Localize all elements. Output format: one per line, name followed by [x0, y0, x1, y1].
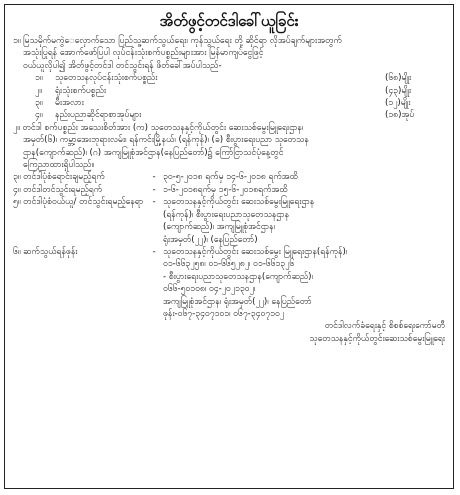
intro-line: ၁။ မြသမိုက်မ‌ကွဲေလှောက်သော ပြည်သူ့ဆက်သွယ်ရေး၊ ကုန်သွယ်ရေး တို့ ဆိုင်ရာ လိုအပ်ချက်များအတွက် [13, 36, 342, 46]
list-item [35, 97, 445, 109]
item-number: ၃။ [35, 98, 43, 109]
info-label: ၆။ ဆက်သွယ်ရန်ဖုန်း [13, 246, 78, 257]
info-value: ဖုန်း-၀၆၇-၃၄၀၇၁၀၁၊ ၀၆၇-၃၄၀၇၁၀၂ [163, 308, 285, 319]
signature-department: သုတေသနနှင့်ကိုယ်တွင်းဆေးသစ်မွေးမြူရေး [309, 333, 445, 344]
info-label: ၅။ တင်ဒါပုံစံဝယ်ယူ/ တင်သွင်းရမည့်နေရာ [13, 197, 144, 208]
info-value: ၁-၆-၂၀၁၈ရက်မှ ၁၅-၆-၂၀၁၈ရက်အထိ [163, 184, 288, 195]
info-contact-phone: ၆။ ဆက်သွယ်ရန်ဖုန်း - သုတေသနနှင့်ကိုယ်တွင်း ဆေးသစ်မွေး မြူရေးဌာန(ရန်ကုန်)၊ ၀၁-၆၆၃၂၅၈၊ ၀၁-၆၆၅၂၈၂၊ ၀၁-၆၆၁၃၂၆ - စီးပွားရေးပညာသုတေသနဌာန(ကျောက်ဆည်)၊ ၀၆၆-၅၀၁၀၈၊ ၀၄-၂၀၂၁၃၀၂၊ အကျမြူစုံအင်ဌာန၊ ရုံးအမှတ်(၂၂)၊ နေပြည်တော် ဖုန်း-၀၆၇-၃၄၀၇၁၀၁၊ ၀၆၇-၃၄၀၇၁၀၂ [13, 246, 445, 320]
item-list [13, 72, 445, 122]
info-value: ရုံးအမှတ်(၂၂)၊ (နေပြည်တော်) [163, 234, 258, 245]
signature-committee: တင်ဒါလက်ခံရေးနှင့် စိစစ်ရေးကော်မတီ [324, 321, 445, 332]
detail-line: ကြေညာထားရှိပါသည်။ [23, 160, 95, 171]
item-qty: (၁၂)မျိုး [385, 98, 411, 109]
info-value: သုတေသနနှင့်ကိုယ်တွင်း ဆေးသစ်မွေး မြူရေးဌာန(ရန်ကုန်)၊ [163, 246, 348, 257]
detail-paragraph [13, 122, 445, 172]
item-name: နည်းပညာဆိုင်ရာစာအုပ်များ [55, 110, 142, 121]
info-label: ၃။ တင်ဒါပုံစံရောင်းချမည့်ရက် [13, 172, 105, 183]
item-number: ၂။ [35, 85, 42, 96]
item-name: ရုံးသုံးစက်ပစ္စည်း [55, 85, 107, 96]
info-value: ၀၆၆-၅၀၁၀၈၊ ၀၄-၂၀၂၁၃၀၂၊ [163, 284, 256, 295]
intro-paragraph [13, 35, 445, 72]
info-value: ၀၁-၆၆၃၂၅၈၊ ၀၁-၆၆၅၂၈၂၊ ၀၁-၆၆၁၃၂၆ [163, 259, 295, 270]
info-value: (ရန်ကုန်)၊ စီးပွားရေးပညာသုတေသနဌာန [163, 209, 290, 220]
item-name: မီးအလား [55, 98, 84, 109]
intro-line: အသုံးပြုရန် အောက်ဖော်ပြပါ လုပ်ငန်းသုံးစက်ပစ္စည်းများအား မြန်မာကျပ်ငွေဖြင့် [23, 48, 264, 59]
list-item [35, 109, 445, 121]
info-value: - စီးပွားရေးပညာသုတေသနဌာန(ကျောက်ဆည်)၊ [163, 271, 313, 282]
info-submit-date: ၄။ တင်ဒါတင်သွင်းရမည့်ရက် - ၁-၆-၂၀၁၈ရက်မှ ၁၅-၆-၂၀၁၈ရက်အထိ [13, 184, 445, 196]
info-location: ၅။ တင်ဒါပုံစံဝယ်ယူ/ တင်သွင်းရမည့်နေရာ - သုတေသနနှင့်ကိုယ်တွင်း ဆေးသစ်မွေးမြူရေးဌာန (ရန်ကုန်)၊ စီးပွားရေးပညာသုတေသနဌာန (ကျောက်ဆည်)၊ အကျမြူစုံအင်ဌာန၊ ရုံးအမှတ်(၂၂)၊ (နေပြည်တော်) [13, 196, 445, 246]
intro-line: ဝယ်ယူလိုပါ၍ အိတ်ဖွင့်တင်ဒါ တင်သွင်းရန် ဖိတ်ခေါ်အပ်ပါသည်- [23, 60, 222, 71]
detail-line: ၂။ တင်ဒါ စက်ပစ္စည်း အသေးစိတ်အား (က) သုတေသနနှင့်ကိုယ်တွင်း ဆေးသစ်မွေးမြူရေးဌာန၊ [13, 122, 304, 133]
item-number: ၄။ [35, 110, 43, 121]
info-value: သုတေသနနှင့်ကိုယ်တွင်း ဆေးသစ်မွေးမြူရေးဌာန [163, 197, 315, 208]
list-item [35, 85, 445, 97]
item-qty: (၄၃)မျိုး [385, 85, 412, 96]
ad-title: အိတ်ဖွင့်တင်ဒါခေါ်ယူခြင်း [159, 12, 299, 30]
list-item [35, 72, 445, 84]
detail-line: ဌာန(ကျောက်ဆည်)၊ (ဂ) အကျမြူစုံအင်ဌာန(နေပြည်တော်)၌ ကြော်ငြာသင်ပုံနေ့တွင် [23, 147, 284, 158]
info-value: (ကျောက်ဆည်)၊ အကျမြူစုံအင်ဌာန၊ [163, 222, 275, 233]
info-value: ၃၀-၅-၂၀၁၈ ရက်မှ ၁၄-၆-၂၀၁၈ ရက်အထိ [163, 172, 298, 183]
item-qty: (၁၈)အုပ် [385, 110, 415, 121]
item-qty: (၆၈)မျိုး [385, 73, 412, 84]
detail-line: အမှတ်(၆)၊ ကမ္ဘာ့အေးဘုရားလမ်း၊ ရန်ကင်းမြို့နယ်၊ (ရန်ကုန်)၊ (ခ) စီးပွားရေးပညာ သုတေသန [23, 135, 309, 146]
item-number: ၁။ [35, 73, 43, 84]
item-name: သုတေသနလုပ်ငန်းသုံးစက်ပစ္စည်း [55, 73, 158, 84]
info-label: ၄။ တင်ဒါတင်သွင်းရမည့်ရက် [13, 184, 103, 195]
info-sale-date: ၃။ တင်ဒါပုံစံရောင်းချမည့်ရက် - ၃၀-၅-၂၀၁၈ ရက်မှ ၁၄-၆-၂၀၁၈ ရက်အထိ [13, 171, 445, 183]
tender-advertisement [4, 4, 454, 489]
info-value: အကျမြူစုံအင်ဌာန၊ ရုံးအမှတ်(၂၂)၊ နေပြည်တော် [163, 296, 312, 307]
